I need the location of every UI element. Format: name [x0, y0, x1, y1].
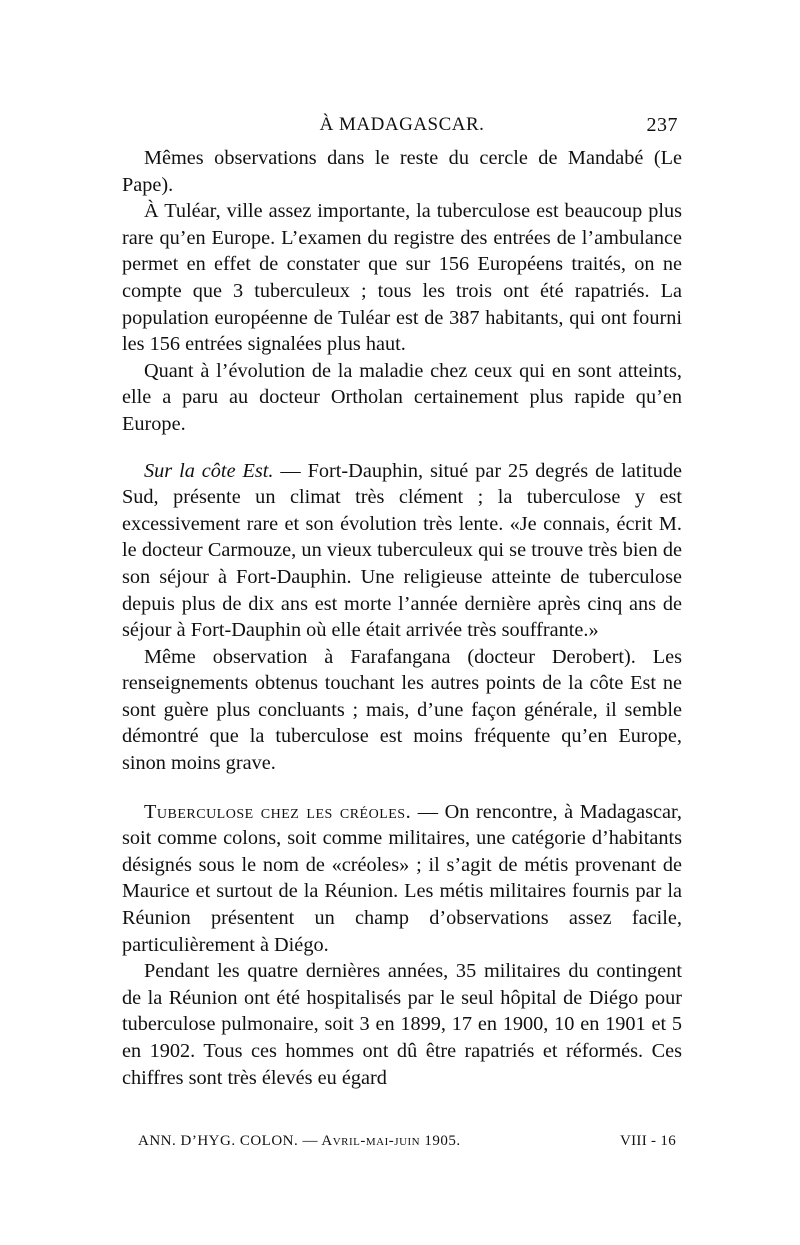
paragraph-creoles [122, 799, 682, 959]
document-page [122, 0, 682, 1245]
page-footer [122, 1133, 682, 1157]
paragraph-creoles-text: — On rencontre, à Madagascar, soit comme colons, soit comme militaires, une catégorie d’habitants désignés sous le nom de «créoles» ; il s’agit de métis provenant de Maurice et surtout de la Réunion. Les métis militaires fournis par la Réunion présentent un champ d’observations assez facile, particulièrement à Diégo. [122, 800, 682, 956]
section-heading-creoles: Tuberculose chez les créoles. [144, 800, 412, 823]
paragraph-mandabe: Mêmes observations dans le reste du cercle de Mandabé (Le Pape). [122, 147, 682, 196]
page-number: 237 [646, 114, 678, 136]
body-text [122, 145, 682, 1091]
paragraph-cote-est [122, 458, 682, 644]
running-head [122, 114, 682, 142]
paragraph-cote-est-text: — Fort-Dauphin, situé par 25 degrés de latitude Sud, présente un climat très clément ; la tuberculose y est excessivement rare et son évolution très lente. «Je connais, écrit M. le docteur Carmouze, un vieux tuberculeux qui se trouve très bien de son séjour à Fort-Dauphin. Une religieuse atteinte de tuberculose depuis plus de dix ans est morte l’année dernière après cinq ans de séjour à Fort-Dauphin où elle était arrivée très souffrante.» [122, 459, 682, 642]
footer-signature: VIII - 16 [619, 1133, 676, 1149]
running-head-title: À MADAGASCAR. [319, 114, 485, 135]
paragraph-diego: Pendant les quatre dernières années, 35 militaires du contingent de la Réunion ont été hospitalisés par le seul hôpital de Diégo pour tuberculose pulmonaire, soit 3 en 1899, 17 en 1900, 10 en 1901 et 5 en 1902. Tous ces hommes ont dû être rapatriés et réformés. Ces chiffres sont très élevés eu égard [122, 960, 682, 1089]
paragraph-tulear: À Tuléar, ville assez importante, la tuberculose est beaucoup plus rare qu’en Europe. L’examen du registre des entrées de l’ambulance permet en effet de constater que sur 156 Européens traités, on ne compte que 3 tuberculeux ; tous les trois ont été rapatriés. La population européenne de Tuléar est de 387 habitants, qui ont fourni les 156 entrées signalées plus haut. [122, 200, 682, 356]
paragraph-farafangana: Même observation à Farafangana (docteur Derobert). Les renseignements obtenus touchant les autres points de la côte Est ne sont guère plus concluants ; mais, d’une façon générale, il semble démontré que la tuberculose est moins fréquente qu’en Europe, sinon moins grave. [122, 645, 682, 775]
section-heading-cote-est: Sur la côte Est. [144, 459, 274, 482]
footer-journal: ANN. D’HYG. COLON. — Avril-mai-juin 1905. [138, 1133, 461, 1149]
paragraph-evolution: Quant à l’évolution de la maladie chez ceux qui en sont atteints, elle a paru au docteur Ortholan certainement plus rapide qu’en Europe. [122, 359, 682, 435]
